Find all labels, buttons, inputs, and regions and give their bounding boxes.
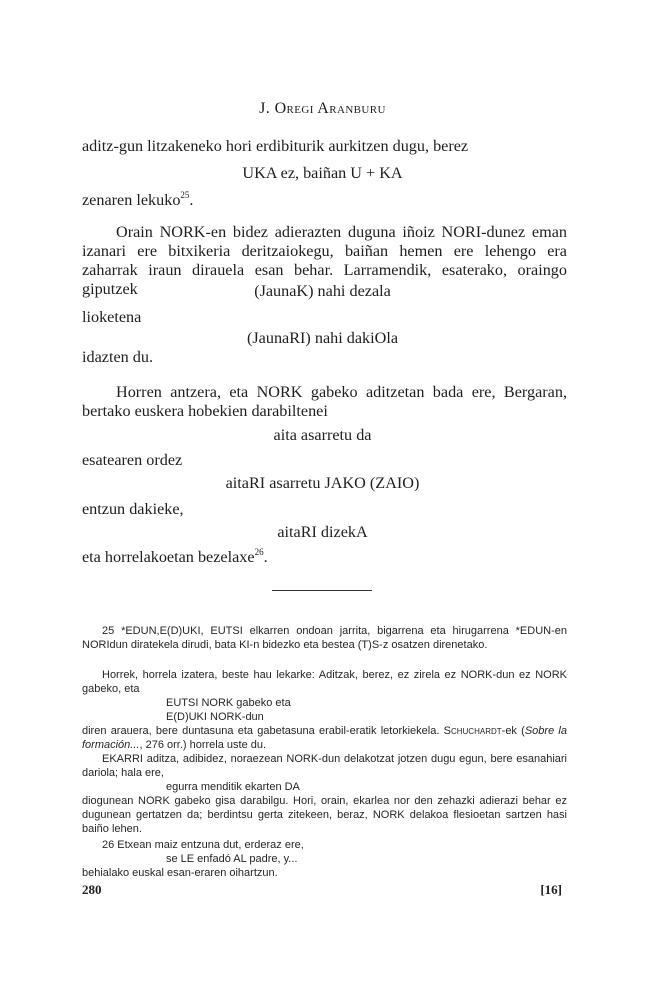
- footnote-separator: [272, 590, 372, 591]
- footnote-text: diogunean NORK gabeko gisa darabilgu. Hori, orain, ekarlea nor den zehazki adierazi behar ez dugunean gertatzen da; berdintsu gerta zitekeen, beraz, NORK delakoa flesioetan sartzen hasi baiño lehen.: [82, 795, 567, 835]
- footnote-example: EUTSI NORK gabeko eta: [166, 697, 291, 709]
- body-line: aditz-gun litzakeneko hori erdibiturik aurkitzen dugu, berez: [82, 137, 469, 155]
- body-line: lioketena: [82, 308, 142, 326]
- cited-title: Sobre la formación...: [82, 725, 567, 751]
- footnote-paragraph: [82, 668, 567, 696]
- footnote-25: [82, 624, 567, 652]
- body-line: [82, 548, 268, 567]
- example-line: (JaunaRI) nahi dakiOla: [246, 329, 399, 347]
- body-line-end: .: [263, 548, 268, 566]
- body-line: [82, 191, 193, 210]
- body-line-text: eta horrelakoetan bezelaxe: [82, 548, 255, 566]
- example-line: aita asarretu da: [273, 426, 372, 444]
- footnote-text: , 276 orr.) horrela uste du.: [139, 739, 267, 751]
- footnote-ref-26: 26: [254, 547, 264, 557]
- footnote-text: 25 *EDUN,E(D)UKI, EUTSI elkarren ondoan jarrita, bigarrena eta hirugarrena *EDUN-en NORIdun diratekela dirudi, bata KI-n bidezko eta bestea (T)S-z osatzen direnetako.: [82, 625, 567, 651]
- body-line: entzun dakieke,: [82, 500, 184, 518]
- footnote-paragraph: [82, 752, 567, 780]
- page-reference: [16]: [540, 882, 562, 897]
- footnote-paragraph: behialako euskal esan-eraren oihartzun.: [82, 867, 278, 879]
- example-line: aitaRI asarretu JAKO (ZAIO): [225, 474, 420, 492]
- footnote-text: diren arauera, bere duntasuna eta gabetasuna erabil-eratik letorkiekela.: [82, 725, 440, 737]
- example-line: aitaRI dizekA: [277, 523, 368, 541]
- running-header: J. Oregi Aranburu: [259, 100, 386, 117]
- body-line: idazten du.: [82, 348, 154, 366]
- footnote-example: egurra menditik ekarten DA: [166, 781, 300, 793]
- body-line-text: zenaren lekuko: [82, 191, 181, 209]
- footnote-26: [82, 838, 304, 852]
- formula-example: UKA ez, baiñan U + KA: [242, 164, 403, 182]
- footnote-text: 26 Etxean maiz entzuna dut, erderaz ere,: [102, 839, 304, 851]
- footnote-example: se LE enfadó AL padre, y...: [166, 853, 298, 865]
- footnote-paragraph: [82, 794, 567, 836]
- author-name: Schuchardt: [443, 725, 502, 737]
- footnote-paragraph: [82, 724, 567, 752]
- body-line-end: .: [189, 191, 194, 209]
- paragraph-text: Orain NORK-en bidez adierazten duguna iñoiz NORI-dunez eman izanari ere bitxikeria deritzaiokegu, baiñan hemen ere lehengo era zaharrak iraun dirauela esan behar. Larramendik, esaterako, oraingo giputzek: [82, 223, 567, 298]
- page-number: 280: [82, 882, 102, 897]
- footnote-text: Horrek, horrela izatera, beste hau lekarke: Aditzak, berez, ez zirela ez NORK-dun ez NORK gabeko, eta: [82, 669, 567, 695]
- example-line: (JaunaK) nahi dezala: [254, 282, 391, 300]
- body-line: esatearen ordez: [82, 451, 183, 469]
- footnote-example: E(D)UKI NORK-dun: [166, 711, 264, 723]
- footnote-text: EKARRI aditza, adibidez, noraezean NORK-dun delakotzat jotzen dugu egun, bere esanahiari dariola; hala ere,: [82, 753, 567, 779]
- body-paragraph: [82, 383, 567, 421]
- paragraph-text: Horren antzera, eta NORK gabeko aditzetan bada ere, Bergaran, bertako euskera hobekien darabiltenei: [82, 383, 567, 420]
- footnote-text: -ek (: [501, 725, 525, 737]
- footnote-ref-25: 25: [180, 190, 190, 200]
